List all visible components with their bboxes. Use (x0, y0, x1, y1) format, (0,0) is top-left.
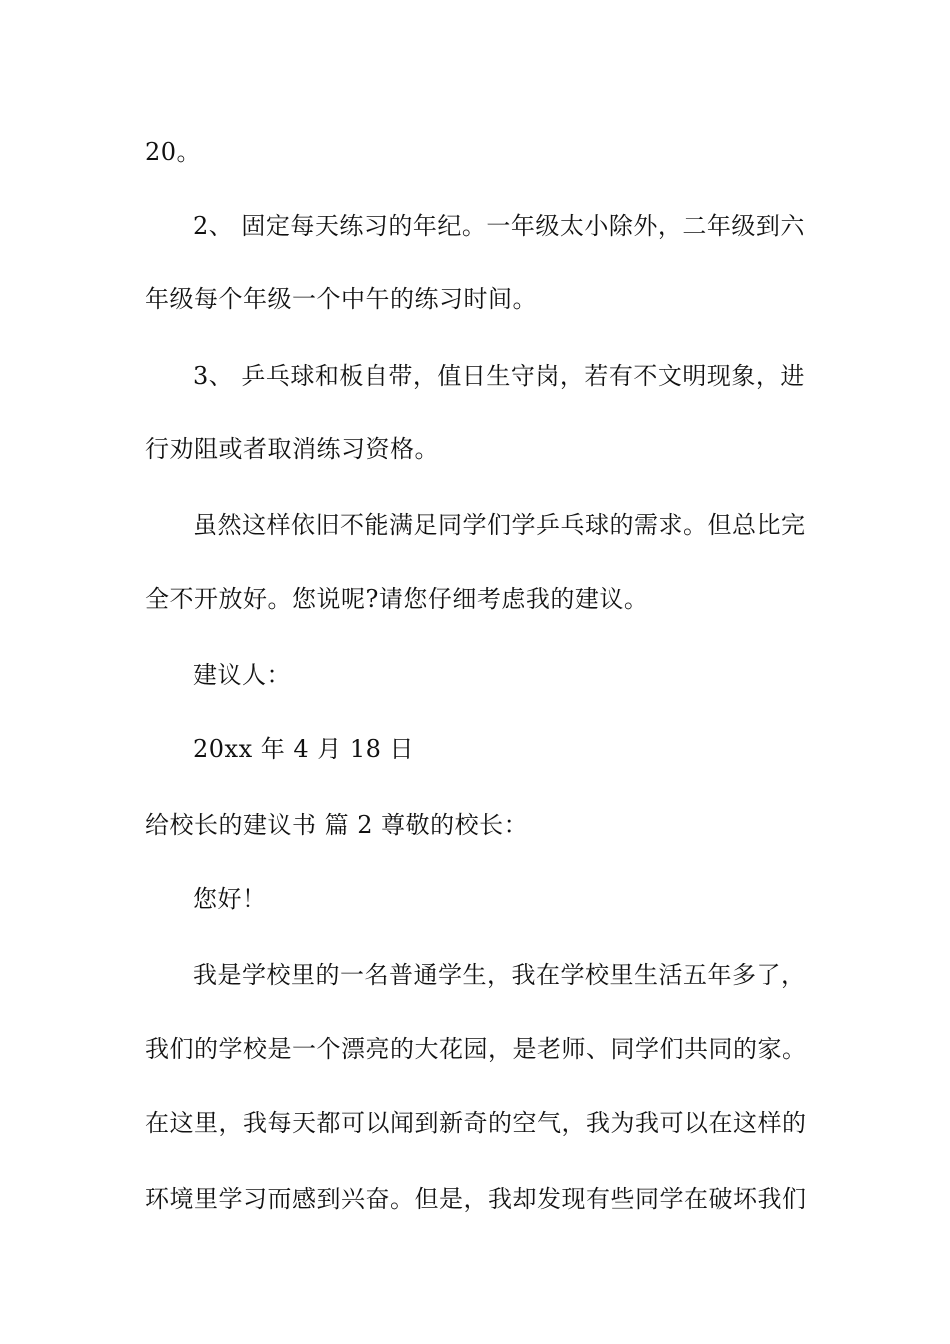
paragraph-line: 我们的学校是一个漂亮的大花园，是老师、同学们共同的家。 (145, 1035, 807, 1063)
paragraph-line: 在这里，我每天都可以闻到新奇的空气，我为我可以在这样的 (145, 1109, 807, 1137)
date-line: 20xx 年 4 月 18 日 (193, 735, 415, 763)
signature-label: 建议人： (193, 661, 291, 689)
paragraph-line: 虽然这样依旧不能满足同学们学乒乓球的需求。但总比完 (193, 511, 806, 539)
list-item-2-line-1: 2、 固定每天练习的年纪。一年级太小除外，二年级到六 (193, 212, 805, 240)
list-item-2-line-2: 年级每个年级一个中午的练习时间。 (145, 285, 537, 313)
list-item-3-line-1: 3、 乒乓球和板自带，值日生守岗，若有不文明现象，进 (193, 362, 805, 390)
paragraph-line: 全不开放好。您说呢?请您仔细考虑我的建议。 (145, 585, 649, 613)
text-line-continuation: 20。 (145, 138, 202, 166)
list-item-3-line-2: 行劝阻或者取消练习资格。 (145, 435, 439, 463)
paragraph-line: 我是学校里的一名普通学生，我在学校里生活五年多了， (193, 961, 806, 989)
greeting-line: 您好！ (193, 885, 267, 913)
section-heading: 给校长的建议书 篇 2 尊敬的校长： (145, 811, 529, 839)
paragraph-line: 环境里学习而感到兴奋。但是，我却发现有些同学在破坏我们 (145, 1185, 807, 1213)
